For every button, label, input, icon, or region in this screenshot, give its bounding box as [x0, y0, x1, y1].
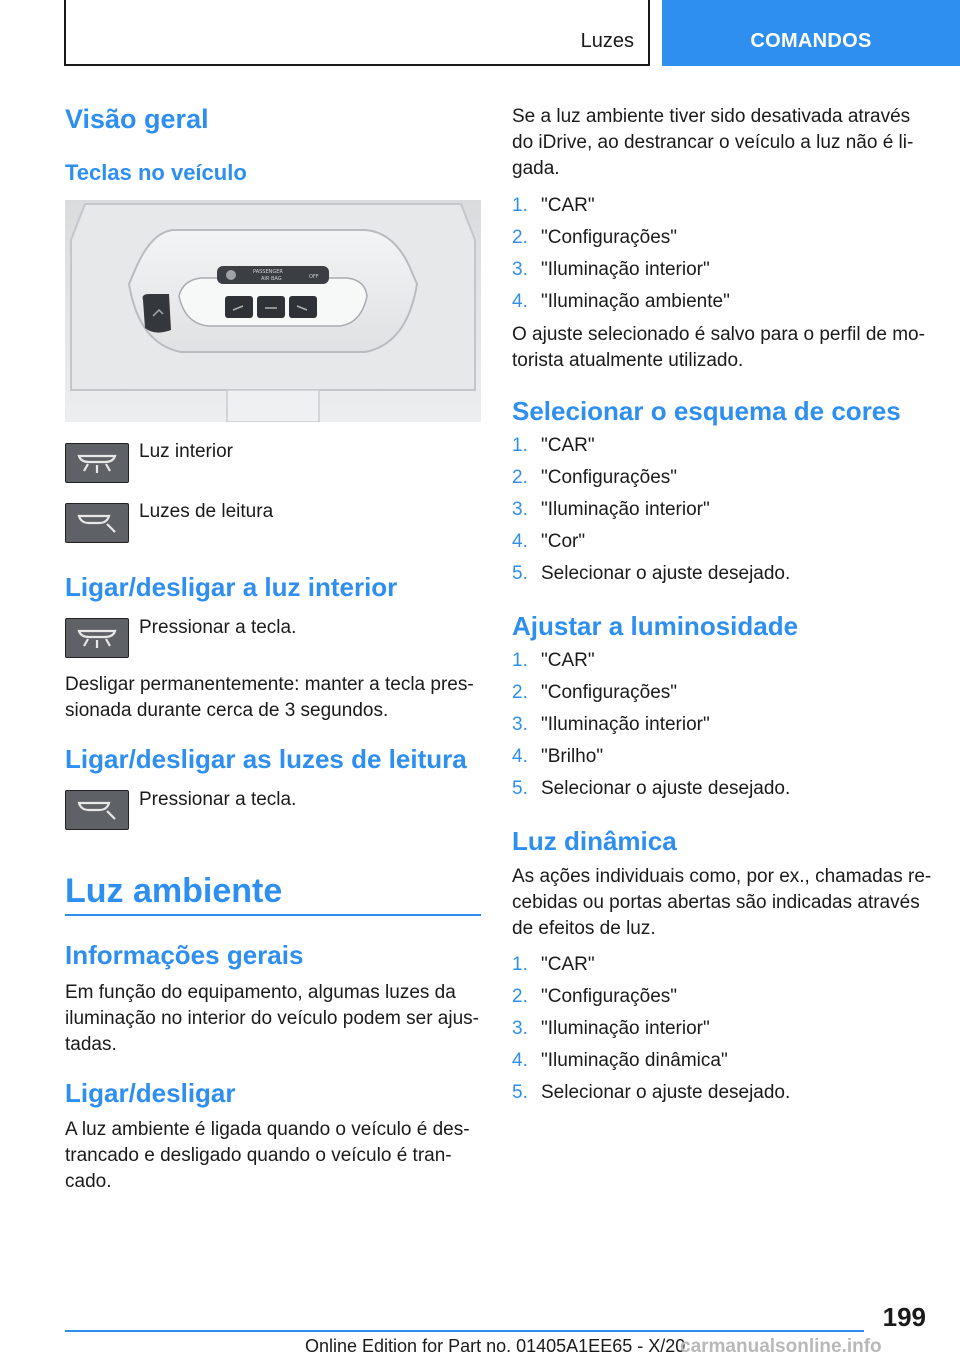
step-text: "Iluminação interior"	[541, 714, 710, 735]
step-number: 2.	[512, 682, 528, 703]
keys-subheading: Teclas no veículo	[65, 160, 247, 185]
step-text: "Configurações"	[541, 986, 678, 1007]
list-item	[512, 1045, 790, 1077]
page-number: 199	[882, 1302, 926, 1332]
brightness-steps-list	[512, 645, 790, 805]
general-info-heading: Informações gerais	[65, 940, 304, 970]
overhead-console-photo	[65, 200, 481, 422]
list-item	[512, 462, 790, 494]
dynamic-light-paragraph	[512, 864, 931, 942]
step-number: 2.	[512, 986, 528, 1007]
header-chapter-label: COMANDOS	[750, 29, 872, 52]
step-number: 4.	[512, 531, 528, 552]
step-number: 1.	[512, 435, 528, 456]
overview-heading: Visão geral	[65, 104, 209, 134]
photo-label-off: OFF	[309, 274, 319, 280]
step-text: "CAR"	[541, 195, 595, 216]
step-number: 5.	[512, 778, 528, 799]
list-item	[512, 254, 730, 286]
step-text: "Iluminação interior"	[541, 499, 710, 520]
step-text: "Iluminação interior"	[541, 1018, 710, 1039]
step-number: 2.	[512, 467, 528, 488]
text-line: gada.	[512, 158, 560, 179]
step-number: 4.	[512, 1050, 528, 1071]
overhead-console-illustration	[65, 200, 481, 422]
step-number: 4.	[512, 291, 528, 312]
list-item	[512, 494, 790, 526]
step-text: "Brilho"	[541, 746, 604, 767]
reading-light-key	[65, 503, 129, 543]
photo-label-passenger: PASSENGER	[253, 269, 283, 275]
step-number: 3.	[512, 259, 528, 280]
step-number: 5.	[512, 1082, 528, 1103]
text-line: iluminação no interior do veículo podem ser ajus-	[65, 1008, 479, 1029]
interior-light-key-2	[65, 618, 129, 658]
watermark-text: carmanualsonline.info	[680, 1336, 882, 1357]
step-text: "CAR"	[541, 650, 595, 671]
reading-light-key-label: Luzes de leitura	[139, 501, 274, 522]
header-section-box	[64, 0, 650, 66]
step-text: "Iluminação ambiente"	[541, 291, 730, 312]
step-number: 3.	[512, 499, 528, 520]
step-number: 5.	[512, 563, 528, 584]
header-chapter-tab	[662, 0, 960, 66]
step-text: Selecionar o ajuste desejado.	[541, 778, 791, 799]
photo-label-airbag: AIR BAG	[261, 276, 282, 282]
step-text: Selecionar o ajuste desejado.	[541, 1082, 791, 1103]
list-item	[512, 1077, 790, 1109]
brightness-heading: Ajustar a luminosidade	[512, 611, 799, 641]
text-line: trancado e desligado quando o veículo é tran-	[65, 1145, 452, 1166]
list-item	[512, 430, 790, 462]
reading-light-icon	[73, 797, 121, 823]
step-text: Selecionar o ajuste desejado.	[541, 563, 791, 584]
interior-light-press-text: Pressionar a tecla.	[139, 617, 297, 638]
step-number: 1.	[512, 195, 528, 216]
interior-light-icon	[73, 450, 121, 476]
text-line: cebidas ou portas abertas são indicadas através	[512, 892, 920, 913]
step-text: "Configurações"	[541, 467, 678, 488]
list-item	[512, 1013, 790, 1045]
interior-light-heading: Ligar/desligar a luz interior	[65, 572, 398, 602]
footer-rule	[65, 1330, 864, 1332]
text-line: do iDrive, ao destrancar o veículo a luz não é li-	[512, 132, 914, 153]
onoff-paragraph	[65, 1117, 470, 1195]
list-item	[512, 645, 790, 677]
list-item	[512, 981, 790, 1013]
ambient-heading-rule	[65, 914, 481, 916]
text-line: de efeitos de luz.	[512, 918, 656, 939]
step-text: "Iluminação dinâmica"	[541, 1050, 728, 1071]
onoff-heading: Ligar/desligar	[65, 1078, 236, 1108]
reading-light-heading: Ligar/desligar as luzes de leitura	[65, 744, 467, 774]
text-line: Em função do equipamento, algumas luzes da	[65, 982, 456, 1003]
header-section-title: Luzes	[580, 30, 634, 52]
list-item	[512, 709, 790, 741]
text-line: As ações individuais como, por ex., chamadas re-	[512, 866, 932, 887]
step-text: "Cor"	[541, 531, 586, 552]
general-info-paragraph	[65, 980, 479, 1058]
ambient-light-heading: Luz ambiente	[65, 872, 283, 910]
profile-paragraph	[512, 322, 925, 374]
reading-light-press-text: Pressionar a tecla.	[139, 789, 297, 810]
text-line: A luz ambiente é ligada quando o veículo é des-	[65, 1119, 470, 1140]
list-item	[512, 190, 730, 222]
footer-edition-text: Online Edition for Part no. 01405A1EE65 - X/20	[305, 1336, 686, 1356]
list-item	[512, 741, 790, 773]
interior-light-paragraph	[65, 672, 474, 724]
text-line: Desligar permanentemente: manter a tecla pres-	[65, 674, 474, 695]
intro-paragraph	[512, 104, 913, 182]
list-item	[512, 677, 790, 709]
step-text: "CAR"	[541, 954, 595, 975]
list-item	[512, 286, 730, 318]
text-line: O ajuste selecionado é salvo para o perfil de mo-	[512, 324, 925, 345]
step-text: "Iluminação interior"	[541, 259, 710, 280]
step-text: "Configurações"	[541, 227, 678, 248]
list-item	[512, 949, 790, 981]
text-line: Se a luz ambiente tiver sido desativada através	[512, 106, 911, 127]
step-number: 3.	[512, 1018, 528, 1039]
reading-light-icon	[73, 510, 121, 536]
list-item	[512, 558, 790, 590]
reading-light-key-2	[65, 790, 129, 830]
interior-light-icon	[73, 625, 121, 651]
text-line: cado.	[65, 1171, 112, 1192]
interior-light-key	[65, 443, 129, 483]
list-item	[512, 526, 790, 558]
text-line: tadas.	[65, 1034, 117, 1055]
color-scheme-heading: Selecionar o esquema de cores	[512, 396, 901, 426]
step-number: 3.	[512, 714, 528, 735]
step-text: "CAR"	[541, 435, 595, 456]
text-line: sionada durante cerca de 3 segundos.	[65, 700, 389, 721]
color-steps-list	[512, 430, 790, 590]
intro-steps-list	[512, 190, 730, 318]
dynamic-steps-list	[512, 949, 790, 1109]
list-item	[512, 773, 790, 805]
step-number: 2.	[512, 227, 528, 248]
interior-light-key-label: Luz interior	[139, 441, 233, 462]
step-number: 1.	[512, 650, 528, 671]
step-text: "Configurações"	[541, 682, 678, 703]
step-number: 4.	[512, 746, 528, 767]
list-item	[512, 222, 730, 254]
text-line: torista atualmente utilizado.	[512, 350, 744, 371]
dynamic-light-heading: Luz dinâmica	[512, 826, 677, 856]
step-number: 1.	[512, 954, 528, 975]
